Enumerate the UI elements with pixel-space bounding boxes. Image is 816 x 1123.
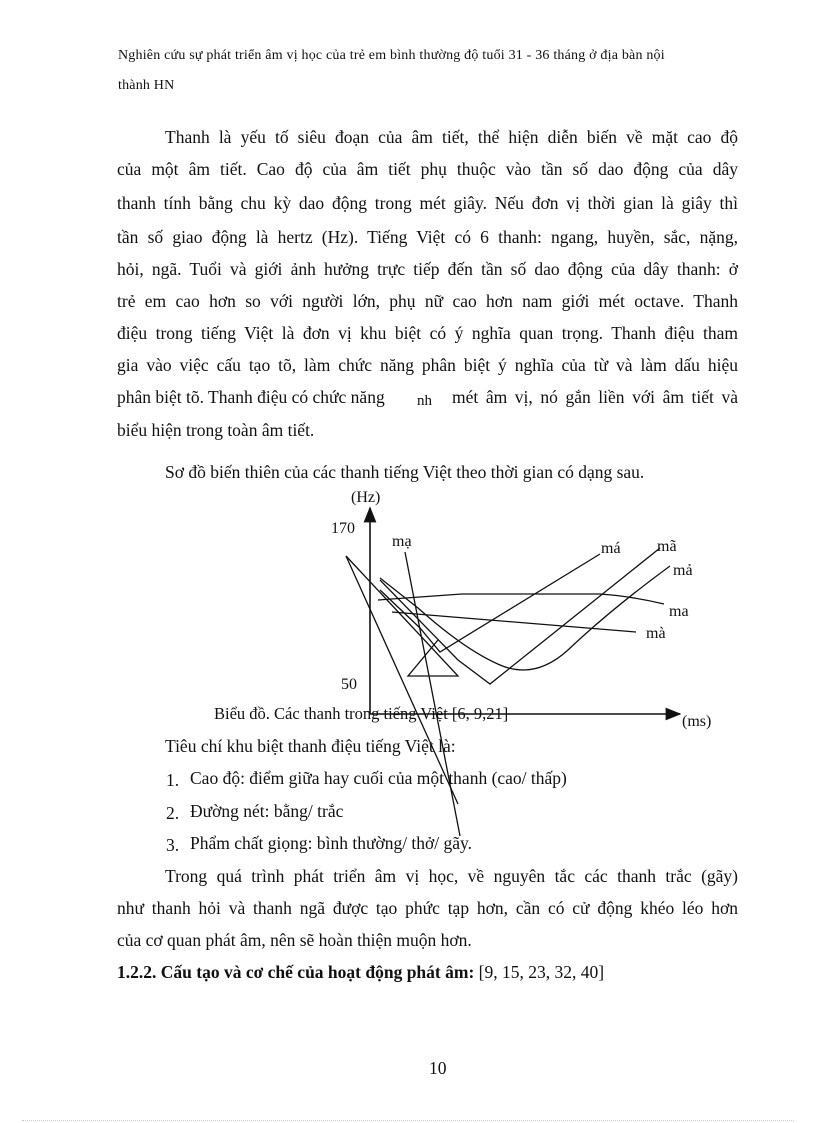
paragraph-line: biểu hiện trong toàn âm tiết. [117, 420, 315, 440]
paragraph-line: của cơ quan phát âm, nên sẽ hoàn thiện muộn hơn. [117, 930, 472, 950]
section-refs: [9, 15, 23, 32, 40] [474, 962, 605, 982]
y-tick-label: 50 [341, 676, 357, 693]
criteria-item: Phẩm chất giọng: bình thường/ thở/ gãy. [190, 833, 473, 853]
x-axis-label: (ms) [682, 713, 712, 730]
running-header-line-1: Nghiên cứu sự phát triển âm vị học của trẻ em bình thường độ tuổi 31 - 36 tháng ở địa bàn nội [118, 48, 665, 63]
tone-curve-mả [380, 566, 670, 670]
tone-label-mả: mả [673, 562, 693, 579]
tone-curve-má [380, 554, 600, 652]
paragraph-line: trẻ em cao hơn so với người lớn, phụ nữ cao hơn nam giới mét octave. Thanh [117, 291, 738, 311]
tone-label-ma: ma [669, 603, 689, 620]
tone-label-mà: mà [646, 625, 666, 642]
criteria-item: Đường nét: bằng/ trắc [190, 801, 344, 821]
paragraph-line: phân biệt tõ. Thanh điệu có chức năng [117, 387, 385, 407]
chart-caption: Biểu đồ. Các thanh trong tiếng Việt [6, 9,21] [214, 704, 509, 723]
tone-curve-mã [380, 548, 660, 684]
page-bottom-divider [22, 1120, 794, 1121]
criteria-number: 2. [166, 803, 180, 823]
paragraph-line: tần số giao động là hertz (Hz). Tiếng Việt có 6 thanh: ngang, huyền, sắc, nặng, [117, 227, 738, 247]
diagram-intro: Sơ đồ biến thiên của các thanh tiếng Việt theo thời gian có dạng sau. [165, 462, 645, 482]
tone-label-má: má [601, 540, 621, 557]
paragraph-line: hỏi, ngã. Tuổi và giới ảnh hưởng trực tiếp đến tần số dao động của dây thanh: ở [117, 259, 738, 279]
tone-label-mã: mã [657, 538, 677, 555]
paragraph-line: gia vào việc cấu tạo tõ, làm chức năng phân biệt ý nghĩa của từ và làm dấu hiệu [117, 355, 738, 375]
paragraph-line: như thanh hỏi và thanh ngã được tạo phức tạp hơn, cần có cử động khéo léo hơn [117, 898, 738, 918]
tone-label-mạ: mạ [392, 533, 412, 550]
paragraph-line: thanh tính bằng chu kỳ dao động trong mét giây. Nếu đơn vị thời gian là giây thì [117, 193, 738, 213]
paragraph-line: mét âm vị, nó gắn liền với âm tiết và [452, 387, 738, 407]
criteria-number: 1. [166, 770, 180, 790]
criteria-intro: Tiêu chí khu biệt thanh điệu tiếng Việt là: [165, 736, 456, 756]
paragraph-line: của một âm tiết. Cao độ của âm tiết phụ thuộc vào tần số dao động của dây [117, 159, 738, 179]
running-header-line-2: thành HN [118, 78, 175, 93]
section-title: 1.2.2. Cấu tạo và cơ chế của hoạt động phát âm: [117, 962, 475, 982]
paragraph-line: điệu trong tiếng Việt là đơn vị khu biệt có ý nghĩa quan trọng. Thanh điệu tham [117, 323, 738, 343]
y-axis-label: (Hz) [351, 489, 381, 506]
y-tick-label: 170 [331, 520, 355, 537]
tone-curve-mạ-stroke [346, 556, 458, 804]
criteria-number: 3. [166, 835, 180, 855]
paragraph-line: Thanh là yếu tố siêu đoạn của âm tiết, thể hiện diễn biến về mặt cao độ [165, 127, 738, 147]
page-number: 10 [429, 1058, 447, 1078]
inline-fragment: nh [417, 393, 432, 409]
paragraph-line: Trong quá trình phát triển âm vị học, về nguyên tắc các thanh trắc (gãy) [165, 866, 738, 886]
section-heading [117, 962, 604, 983]
criteria-item: Cao độ: điểm giữa hay cuối của một thanh (cao/ thấp) [190, 768, 567, 788]
